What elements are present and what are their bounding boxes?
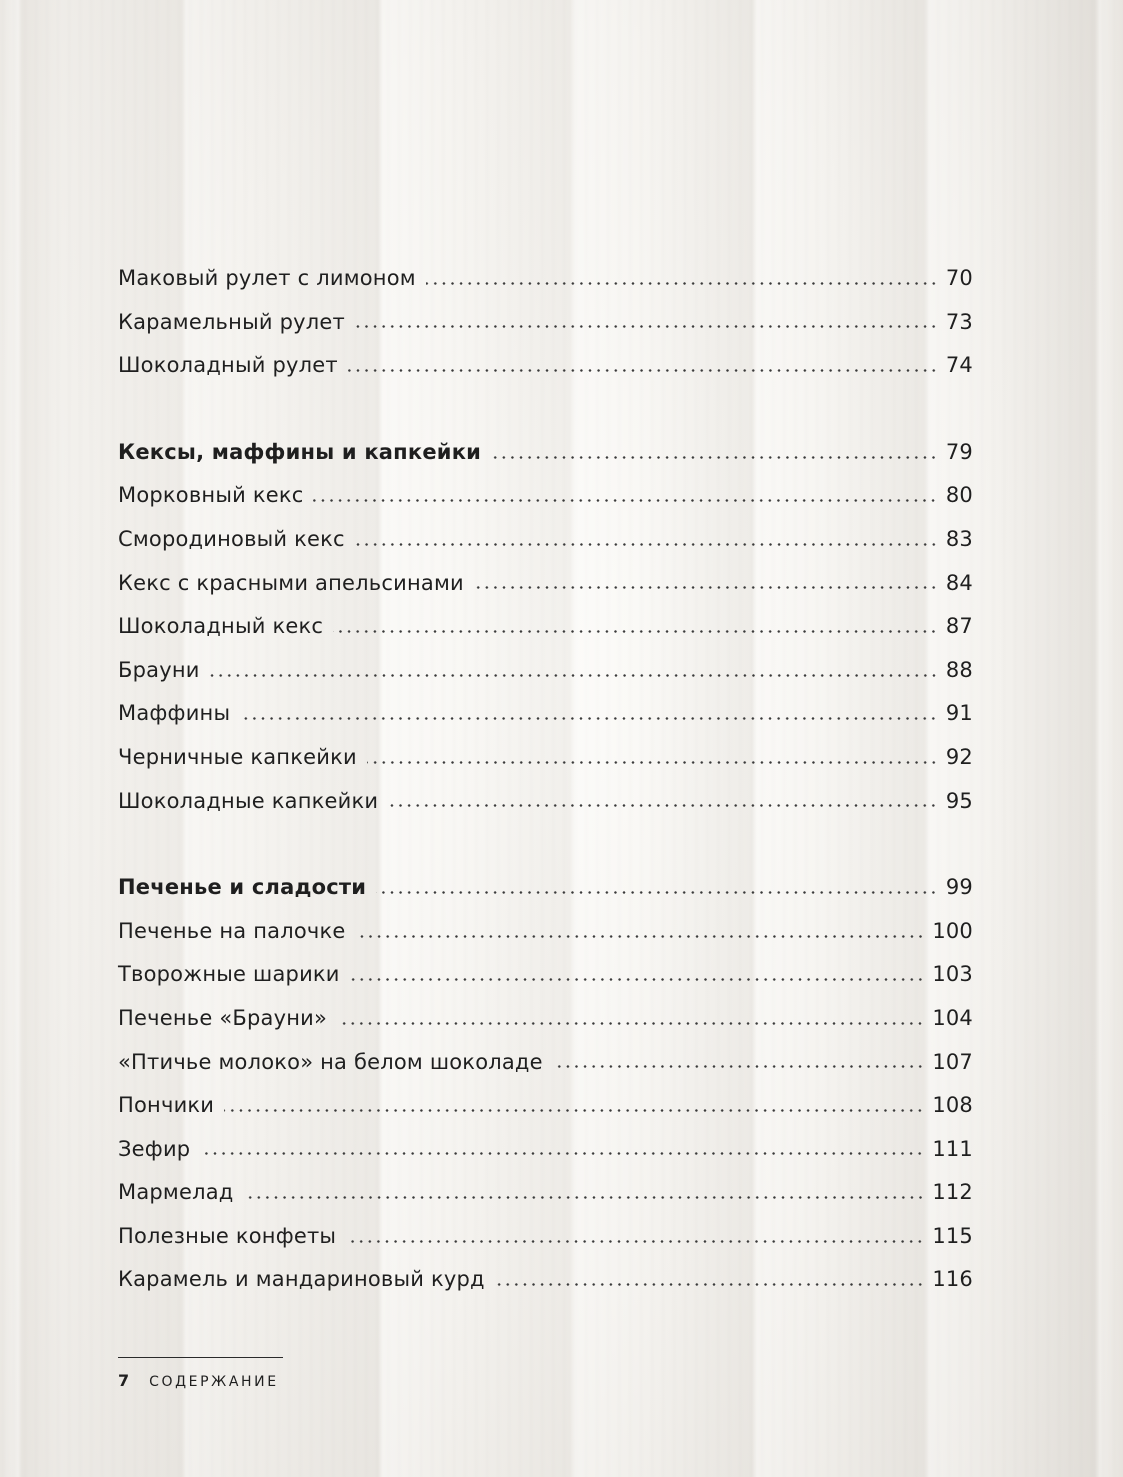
toc-entry[interactable] [118, 736, 973, 780]
toc-entry-title: «Птичье молоко» на белом шоколаде [118, 1049, 543, 1074]
dot-leader [224, 1109, 924, 1112]
footer-page-number: 7 [118, 1371, 130, 1390]
toc-entry[interactable] [118, 562, 973, 606]
toc-entry-title: Зефир [118, 1136, 191, 1161]
toc-entry-page-number: 92 [945, 744, 973, 769]
toc-entry[interactable] [118, 953, 973, 997]
toc-entry-page-number: 103 [932, 962, 973, 987]
toc-entry[interactable] [118, 301, 973, 345]
toc-entry-title: Мармелад [118, 1180, 234, 1205]
toc-entry-page-number: 88 [945, 657, 973, 682]
toc-entry[interactable] [118, 910, 973, 954]
toc-group [118, 431, 973, 823]
toc-entry[interactable] [118, 474, 973, 518]
dot-leader [355, 325, 938, 328]
toc-entry-title: Шоколадные капкейки [118, 788, 379, 813]
toc-entry-title: Печенье и сладости [118, 875, 367, 900]
toc-entry-page-number: 95 [945, 788, 973, 813]
toc-entry[interactable] [118, 649, 973, 693]
table-of-contents [118, 257, 973, 1302]
toc-entry-title: Маффины [118, 701, 231, 726]
dot-leader [337, 1022, 924, 1025]
dot-leader [553, 1065, 925, 1068]
toc-entry-page-number: 108 [932, 1093, 973, 1118]
dot-leader [388, 804, 938, 807]
toc-entry[interactable] [118, 257, 973, 301]
toc-entry-title: Полезные конфеты [118, 1223, 337, 1248]
toc-entry[interactable] [118, 1041, 973, 1085]
toc-group [118, 866, 973, 1302]
toc-entry-page-number: 112 [932, 1180, 973, 1205]
dot-leader [240, 717, 938, 720]
toc-entry-page-number: 83 [945, 526, 973, 551]
dot-leader [426, 282, 938, 285]
dot-leader [346, 1240, 924, 1243]
toc-entry[interactable] [118, 1084, 973, 1128]
toc-entry[interactable] [118, 780, 973, 824]
toc-entry-title: Черничные капкейки [118, 744, 357, 769]
toc-entry-page-number: 70 [945, 266, 973, 290]
toc-entry-title: Смородиновый кекс [118, 526, 345, 551]
dot-leader [333, 630, 938, 633]
toc-entry[interactable] [118, 692, 973, 736]
dot-leader [210, 674, 938, 677]
toc-entry-page-number: 91 [945, 701, 973, 726]
toc-entry-page-number: 87 [945, 614, 973, 639]
toc-group [118, 257, 973, 388]
toc-entry[interactable] [118, 518, 973, 562]
toc-entry-page-number: 99 [945, 875, 973, 900]
toc-entry-title: Пончики [118, 1093, 215, 1118]
toc-entry-title: Маковый рулет с лимоном [118, 266, 416, 290]
toc-entry[interactable] [118, 605, 973, 649]
footer-rule [118, 1357, 283, 1358]
toc-entry-page-number: 73 [945, 309, 973, 334]
dot-leader [367, 761, 938, 764]
toc-entry-page-number: 104 [932, 1005, 973, 1030]
toc-section-heading[interactable] [118, 431, 973, 475]
toc-entry-page-number: 80 [945, 483, 973, 508]
toc-entry-page-number: 74 [945, 353, 973, 378]
dot-leader [474, 586, 938, 589]
toc-entry[interactable] [118, 997, 973, 1041]
toc-entry-page-number: 115 [932, 1223, 973, 1248]
toc-entry-title: Печенье «Брауни» [118, 1005, 328, 1030]
toc-entry-page-number: 107 [932, 1049, 973, 1074]
toc-entry-title: Шоколадный рулет [118, 353, 338, 378]
toc-entry[interactable] [118, 344, 973, 388]
toc-entry-page-number: 79 [945, 439, 973, 464]
toc-entry-page-number: 116 [932, 1267, 973, 1292]
toc-entry[interactable] [118, 1258, 973, 1302]
toc-entry-title: Печенье на палочке [118, 918, 346, 943]
footer-section-label: СОДЕРЖАНИЕ [149, 1374, 279, 1390]
toc-entry-title: Брауни [118, 657, 200, 682]
dot-leader [244, 1196, 925, 1199]
footer-row [118, 1371, 283, 1390]
toc-entry-title: Кексы, маффины и капкейки [118, 439, 482, 464]
toc-entry-title: Кекс с красными апельсинами [118, 570, 464, 595]
toc-entry-page-number: 111 [932, 1136, 973, 1161]
dot-leader [348, 369, 938, 372]
dot-leader [313, 499, 937, 502]
toc-entry[interactable] [118, 1171, 973, 1215]
dot-leader [376, 891, 938, 894]
toc-entry[interactable] [118, 1128, 973, 1172]
toc-entry-title: Карамельный рулет [118, 309, 345, 334]
toc-entry-title: Творожные шарики [118, 962, 340, 987]
toc-entry-title: Морковный кекс [118, 483, 304, 508]
toc-entry-title: Шоколадный кекс [118, 614, 324, 639]
dot-leader [350, 978, 925, 981]
page-footer [118, 1357, 283, 1390]
toc-entry-page-number: 100 [932, 918, 973, 943]
toc-entry-title: Карамель и мандариновый курд [118, 1267, 485, 1292]
toc-entry-page-number: 84 [945, 570, 973, 595]
dot-leader [491, 456, 938, 459]
dot-leader [495, 1283, 925, 1286]
toc-section-heading[interactable] [118, 866, 973, 910]
dot-leader [356, 935, 925, 938]
toc-entry[interactable] [118, 1215, 973, 1259]
dot-leader [200, 1152, 924, 1155]
dot-leader [355, 543, 938, 546]
